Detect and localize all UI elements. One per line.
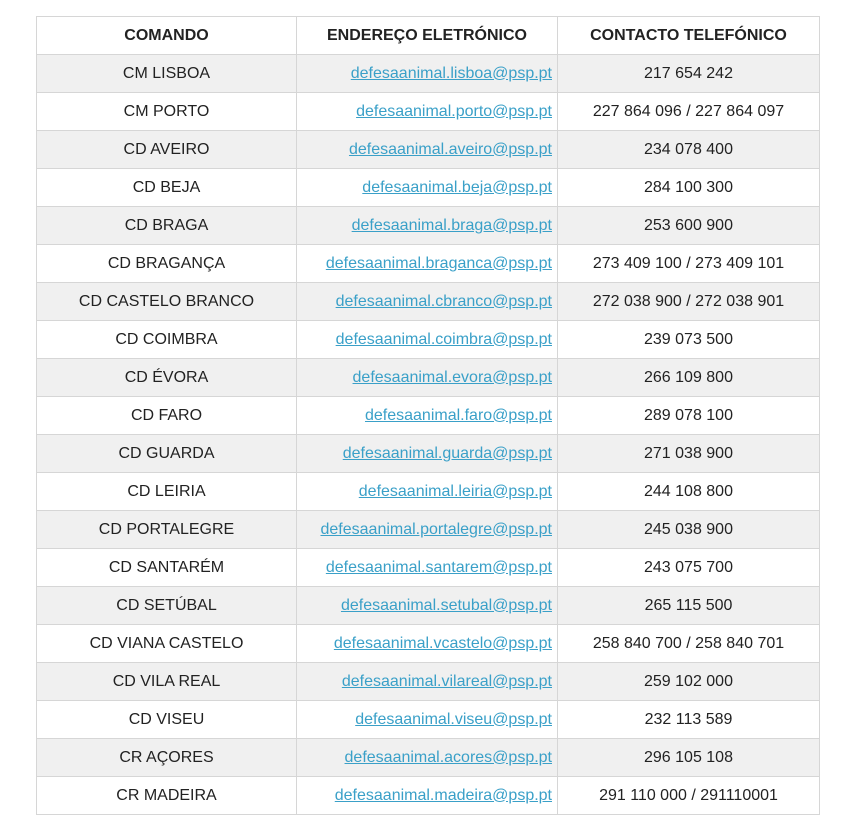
telefone-cell: 273 409 100 / 273 409 101 bbox=[558, 245, 820, 283]
table-row bbox=[37, 359, 820, 397]
table-body bbox=[37, 55, 820, 815]
email-link[interactable]: defesaanimal.lisboa@psp.pt bbox=[350, 64, 552, 82]
telefone-cell: 284 100 300 bbox=[558, 169, 820, 207]
comando-cell: CD LEIRIA bbox=[37, 473, 297, 511]
email-cell bbox=[297, 131, 558, 169]
email-link[interactable]: defesaanimal.evora@psp.pt bbox=[352, 368, 552, 386]
email-cell bbox=[297, 701, 558, 739]
comando-cell: CD VILA REAL bbox=[37, 663, 297, 701]
comando-cell: CD FARO bbox=[37, 397, 297, 435]
column-header-comando: COMANDO bbox=[37, 17, 297, 55]
comando-cell: CD ÉVORA bbox=[37, 359, 297, 397]
email-cell bbox=[297, 169, 558, 207]
comando-cell: CD BRAGANÇA bbox=[37, 245, 297, 283]
email-link[interactable]: defesaanimal.santarem@psp.pt bbox=[325, 558, 552, 576]
telefone-cell: 245 038 900 bbox=[558, 511, 820, 549]
comando-cell: CD CASTELO BRANCO bbox=[37, 283, 297, 321]
telefone-cell: 234 078 400 bbox=[558, 131, 820, 169]
table-row bbox=[37, 283, 820, 321]
table-row bbox=[37, 473, 820, 511]
telefone-cell: 217 654 242 bbox=[558, 55, 820, 93]
email-link[interactable]: defesaanimal.leiria@psp.pt bbox=[358, 482, 552, 500]
table-row bbox=[37, 207, 820, 245]
comando-cell: CD SANTARÉM bbox=[37, 549, 297, 587]
table-row bbox=[37, 625, 820, 663]
email-link[interactable]: defesaanimal.aveiro@psp.pt bbox=[348, 140, 552, 158]
table-row bbox=[37, 701, 820, 739]
email-link[interactable]: defesaanimal.braganca@psp.pt bbox=[325, 254, 552, 272]
email-cell bbox=[297, 511, 558, 549]
table-row bbox=[37, 321, 820, 359]
email-link[interactable]: defesaanimal.faro@psp.pt bbox=[364, 406, 552, 424]
email-cell bbox=[297, 549, 558, 587]
table-row bbox=[37, 739, 820, 777]
table-row bbox=[37, 93, 820, 131]
comando-cell: CD GUARDA bbox=[37, 435, 297, 473]
email-cell bbox=[297, 245, 558, 283]
email-link[interactable]: defesaanimal.vcastelo@psp.pt bbox=[333, 634, 552, 652]
comando-cell: CD BRAGA bbox=[37, 207, 297, 245]
telefone-cell: 265 115 500 bbox=[558, 587, 820, 625]
comando-cell: CD BEJA bbox=[37, 169, 297, 207]
telefone-cell: 258 840 700 / 258 840 701 bbox=[558, 625, 820, 663]
email-cell bbox=[297, 283, 558, 321]
email-cell bbox=[297, 777, 558, 815]
email-cell bbox=[297, 397, 558, 435]
table-row bbox=[37, 777, 820, 815]
email-cell bbox=[297, 321, 558, 359]
telefone-cell: 253 600 900 bbox=[558, 207, 820, 245]
email-cell bbox=[297, 663, 558, 701]
email-cell bbox=[297, 473, 558, 511]
column-header-telefone: CONTACTO TELEFÓNICO bbox=[558, 17, 820, 55]
table-row bbox=[37, 663, 820, 701]
comando-cell: CD PORTALEGRE bbox=[37, 511, 297, 549]
email-link[interactable]: defesaanimal.beja@psp.pt bbox=[362, 178, 552, 196]
telefone-cell: 296 105 108 bbox=[558, 739, 820, 777]
email-link[interactable]: defesaanimal.braga@psp.pt bbox=[351, 216, 552, 234]
header-row bbox=[37, 17, 820, 55]
table-row bbox=[37, 245, 820, 283]
email-cell bbox=[297, 207, 558, 245]
email-link[interactable]: defesaanimal.acores@psp.pt bbox=[344, 748, 552, 766]
email-link[interactable]: defesaanimal.portalegre@psp.pt bbox=[320, 520, 552, 538]
email-link[interactable]: defesaanimal.viseu@psp.pt bbox=[355, 710, 552, 728]
telefone-cell: 232 113 589 bbox=[558, 701, 820, 739]
email-cell bbox=[297, 55, 558, 93]
table-row bbox=[37, 435, 820, 473]
comando-cell: CD AVEIRO bbox=[37, 131, 297, 169]
telefone-cell: 239 073 500 bbox=[558, 321, 820, 359]
telefone-cell: 272 038 900 / 272 038 901 bbox=[558, 283, 820, 321]
comando-cell: CD VISEU bbox=[37, 701, 297, 739]
telefone-cell: 243 075 700 bbox=[558, 549, 820, 587]
table-row bbox=[37, 55, 820, 93]
comando-cell: CD SETÚBAL bbox=[37, 587, 297, 625]
contacts-table bbox=[36, 16, 820, 815]
email-link[interactable]: defesaanimal.porto@psp.pt bbox=[356, 102, 552, 120]
telefone-cell: 271 038 900 bbox=[558, 435, 820, 473]
telefone-cell: 289 078 100 bbox=[558, 397, 820, 435]
email-cell bbox=[297, 739, 558, 777]
table-row bbox=[37, 511, 820, 549]
email-link[interactable]: defesaanimal.cbranco@psp.pt bbox=[335, 292, 552, 310]
comando-cell: CM PORTO bbox=[37, 93, 297, 131]
email-cell bbox=[297, 359, 558, 397]
comando-cell: CD VIANA CASTELO bbox=[37, 625, 297, 663]
telefone-cell: 291 110 000 / 291110001 bbox=[558, 777, 820, 815]
telefone-cell: 259 102 000 bbox=[558, 663, 820, 701]
table-row bbox=[37, 587, 820, 625]
comando-cell: CR MADEIRA bbox=[37, 777, 297, 815]
comando-cell: CR AÇORES bbox=[37, 739, 297, 777]
email-link[interactable]: defesaanimal.coimbra@psp.pt bbox=[335, 330, 552, 348]
email-link[interactable]: defesaanimal.setubal@psp.pt bbox=[340, 596, 552, 614]
email-cell bbox=[297, 93, 558, 131]
contacts-table-container bbox=[36, 16, 820, 815]
email-cell bbox=[297, 587, 558, 625]
email-link[interactable]: defesaanimal.guarda@psp.pt bbox=[342, 444, 552, 462]
comando-cell: CD COIMBRA bbox=[37, 321, 297, 359]
email-cell bbox=[297, 435, 558, 473]
table-row bbox=[37, 131, 820, 169]
telefone-cell: 266 109 800 bbox=[558, 359, 820, 397]
telefone-cell: 227 864 096 / 227 864 097 bbox=[558, 93, 820, 131]
comando-cell: CM LISBOA bbox=[37, 55, 297, 93]
telefone-cell: 244 108 800 bbox=[558, 473, 820, 511]
email-cell bbox=[297, 625, 558, 663]
email-link[interactable]: defesaanimal.madeira@psp.pt bbox=[334, 786, 552, 804]
email-link[interactable]: defesaanimal.vilareal@psp.pt bbox=[341, 672, 552, 690]
table-row bbox=[37, 549, 820, 587]
table-row bbox=[37, 397, 820, 435]
table-row bbox=[37, 169, 820, 207]
column-header-email: ENDEREÇO ELETRÓNICO bbox=[297, 17, 558, 55]
table-header bbox=[37, 17, 820, 55]
